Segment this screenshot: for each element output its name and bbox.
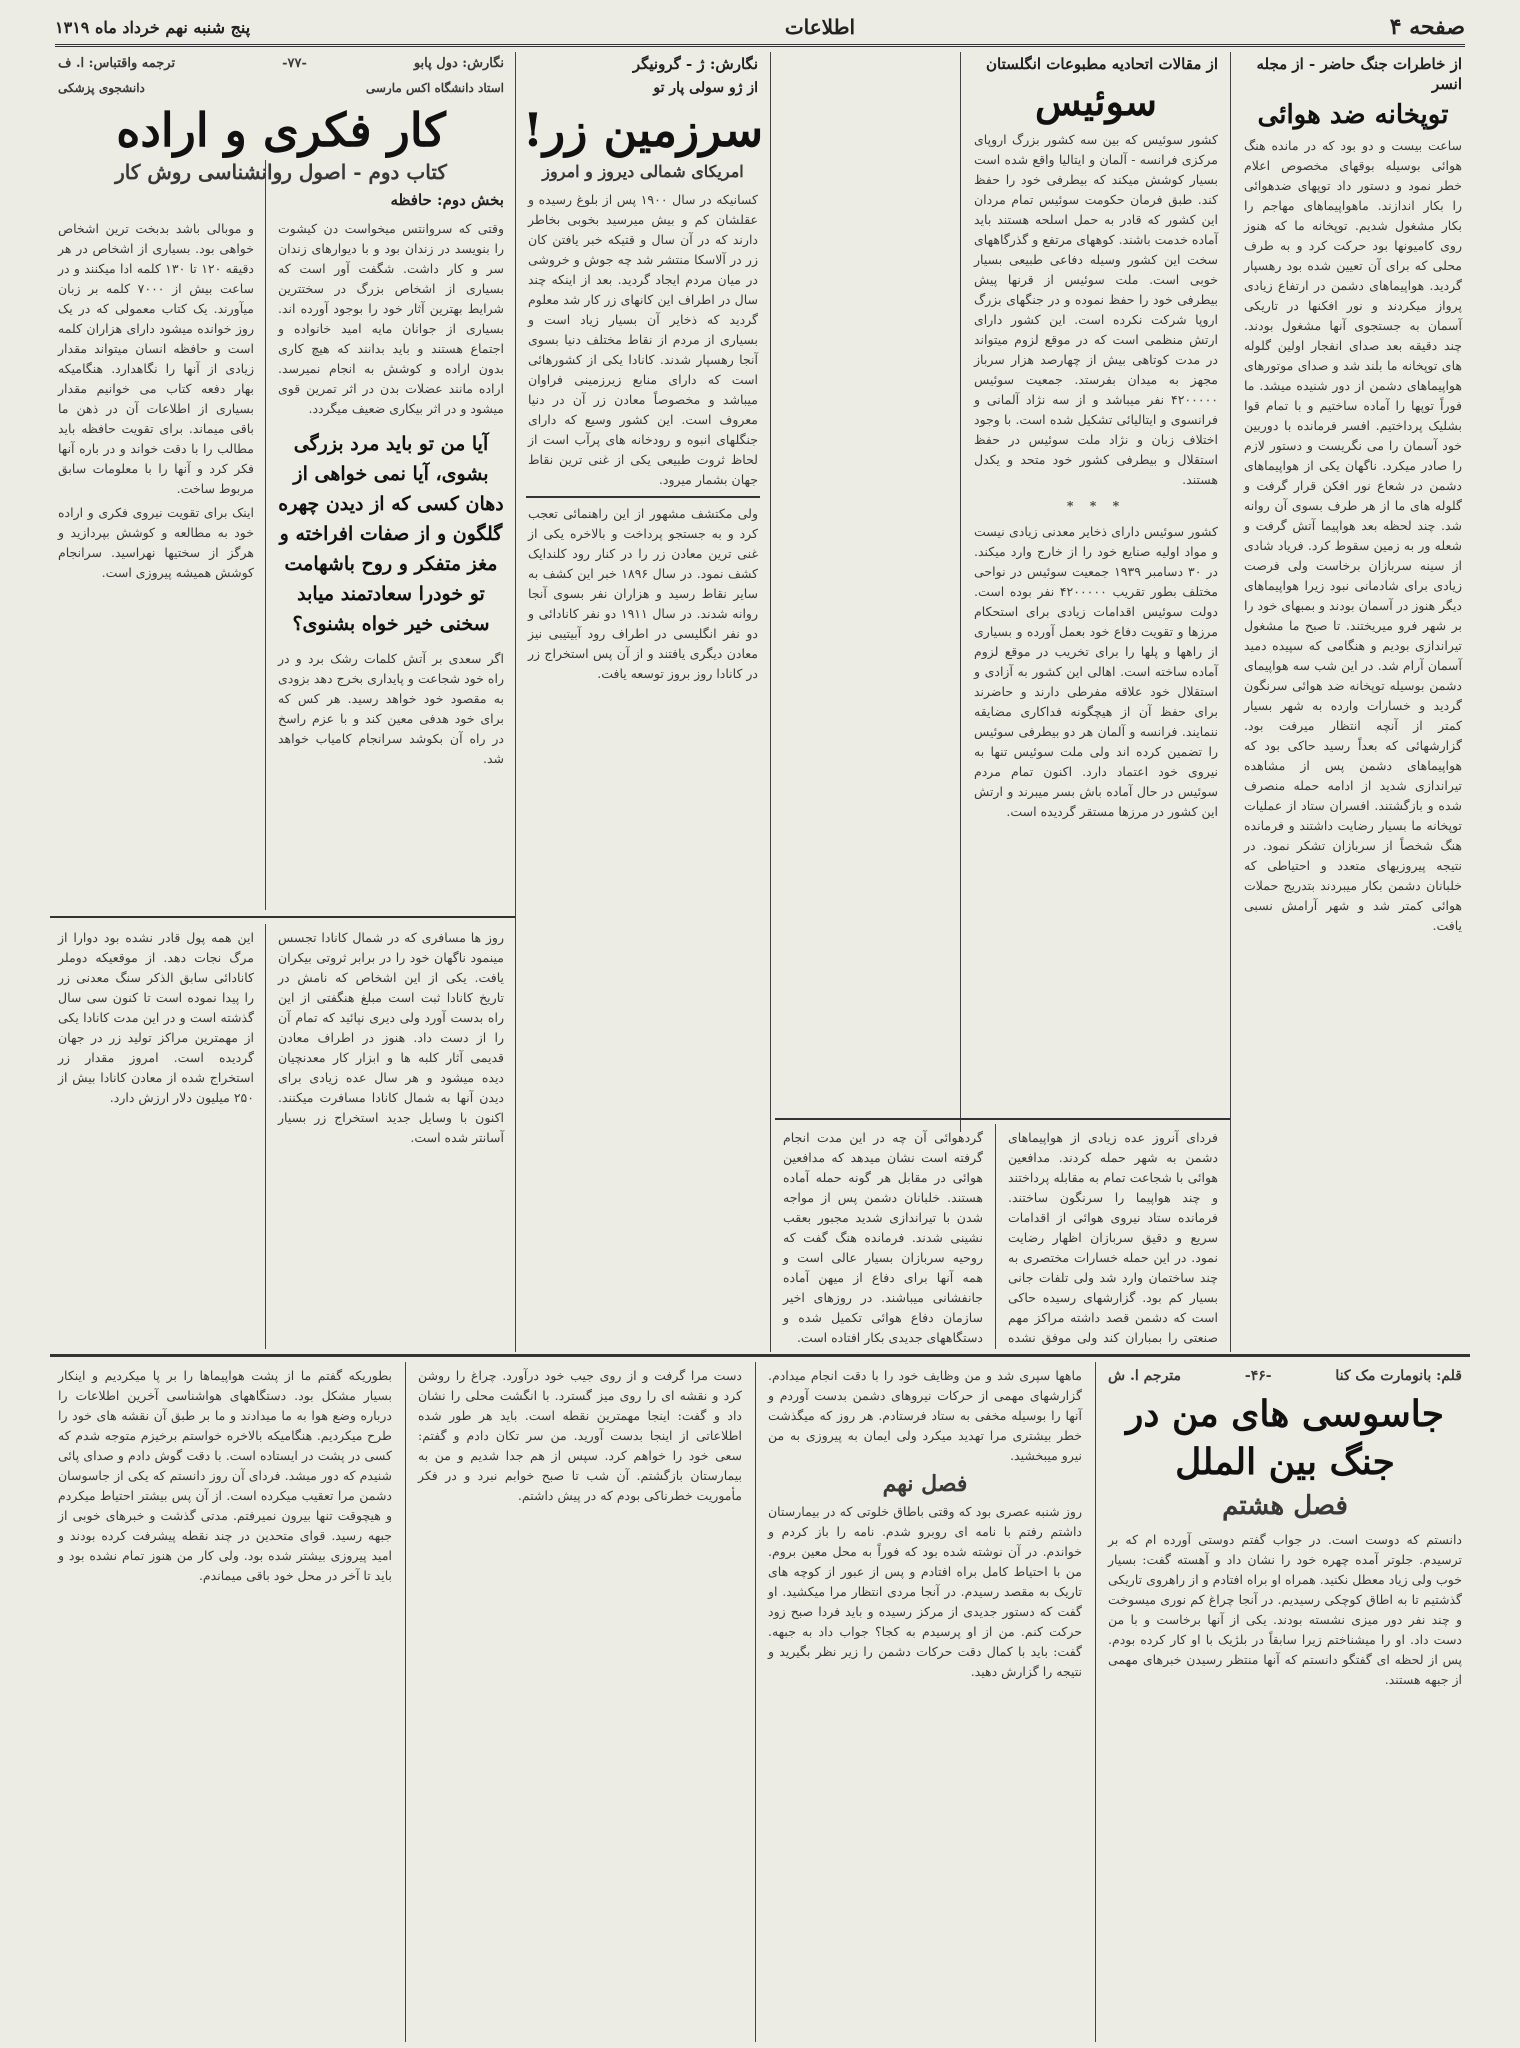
article-body: کسانیکه در سال ۱۹۰۰ پس از بلوغ رسیده و عقلشان کم و بیش میرسید بخوبی بخاطر دارند که در آن سال و قتیکه خبر یافتن کان زر در آلاسکا منتشر شد چه جوش و خروشی در میان مردم ایجاد گردید. بعد از اینکه چند سال در اطراف این کانهای زر کار شد معلوم گردید که ذخایر آن بسیار زیاد است و بسیاری از مردم از نقاط مختلف دنیا بسوی آنجا رهسپار شدند. کانادا یکی از کشورهائی است که دارای منابع زیرزمینی فراوان میباشد و مخصوصاً معادن زر آن در دنیا معروف است. این کشور وسیع که دارای جنگلهای انبوه و رودخانه های پرآب است از لحاظ ثروت طبیعی یکی از غنی ترین نقاط جهان بشمار میرود. bbox=[528, 192, 758, 487]
section-rule bbox=[50, 1354, 1470, 1357]
column-rule bbox=[1230, 52, 1231, 1352]
article-continuation-middle bbox=[270, 924, 512, 1349]
series-number: -۷۷- bbox=[282, 56, 307, 71]
section-divider: * * * bbox=[1066, 498, 1126, 513]
article-title: توپخانه ضد هوائی bbox=[1257, 100, 1449, 130]
article-title: کار فکری و اراده bbox=[116, 103, 446, 157]
serial-translator: مترجم ا. ش bbox=[1108, 1368, 1182, 1384]
column-rule bbox=[265, 160, 266, 910]
article-kicker: از مقالات اتحادیه مطبوعات انگلستان bbox=[985, 55, 1218, 73]
article-body: روز ها مسافری که در شمال کانادا تجسس مینمود ناگهان خود را در برابر ثروتی بیکران یافت. یکی از این اشخاص که نامش در تاریخ کانادا ثبت است مبلغ هنگفتی از این راه بدست آورد ولی دیری نپائید که تمام آن را از دست داد. هنوز در اطراف معادن قدیمی آثار کلبه ها و ابزار کار معدنچیان دیده میشود و هر سال عده زیادی برای دیدن آنها به شمال کانادا مسافرت میکنند. اکنون با وسایل جدید استخراج زر بسیار آسانتر شده است. bbox=[278, 930, 504, 1145]
article-land-of-gold bbox=[520, 50, 766, 1350]
section-rule bbox=[775, 1118, 1230, 1120]
article-body: گردهوائی آن چه در این مدت انجام گرفته است نشان میدهد که مدافعین هوائی در مقابل هر گونه حمله آماده هستند. خلبانان دشمن پس از مواجه شدن با تیراندازی شدید مجبور بعقب نشینی شدند. فرمانده هنگ گفت که روحیه سربازان بسیار عالی است و همه آنها برای دفاع از میهن آماده جانفشانی میباشند. در روزهای اخیر سازمان دفاع هوائی تکمیل شده و دستگاههای جدیدی بکار افتاده است. bbox=[783, 1130, 983, 1345]
column-rule bbox=[995, 1124, 996, 1349]
pull-quote: آیا من تو باید مرد بزرگی بشوی، آیا نمی خواهی از دهان کسی که از دیدن چهره گلگون و از صفات افراخته و مغز متفکر و روح باشهامت تو خودرا سعادتمند میابد سخنی خیر خواه بشنوی؟ bbox=[278, 433, 504, 635]
article-will-header bbox=[50, 50, 512, 210]
article-body: ولی مکتشف مشهور از این راهنمائی تعجب کرد و به جستجو پرداخت و بالاخره یکی از غنی ترین معادن زر را در کنار رود کلندایک کشف نمود. در سال ۱۸۹۶ خبر این کشف به سایر نقاط رسید و هزاران نفر بسوی آنجا روانه شدند. در سال ۱۹۱۱ دو نفر کانادائی و دو نفر انگلیسی در اطراف رود آبیتیبی نیز معادن دیگری یافتند و از آن پس استخراج زر در کانادا روز بروز توسعه یافت. bbox=[528, 506, 759, 681]
article-anti-aircraft bbox=[1236, 50, 1470, 1350]
article-body: ساعت بیست و دو بود که در مانده هنگ هوائی بوسیله بوقهای مخصوص اعلام خطر نمود و دستور داد توپهای ضدهوائی را بکار اندازند. ماهواپیماهای مهاجم را بکار مشغول شدیم. توپخانه ما که هنوز روی کامیونها بود حرکت کرد و به طرف محلی که برای آن تعیین شده بود رهسپار گردید. هواپیماهای دشمن در ارتفاع زیادی پرواز میکردند و نور افکنها در تاریکی آسمان به جستجوی آنها مشغول بودند. چند دقیقه بعد صدای انفجار اولین گلوله های توپخانه ما بلند شد و صدای موتورهای هواپیماهای دشمن از دور شنیده میشد. ما فوراً توپها را آماده ساختیم و با تمام قوا بشلیک پرداختیم. افسر فرمانده با دوربین خود آسمان را می نگریست و دستور لازم را صادر میکرد. ناگهان یکی از هواپیماهای دشمن در شعاع نور افکن قرار گرفت و گلوله های ما از هر طرف بسوی آن روانه شد. چند لحظه بعد هواپیما آتش گرفت و شعله ور به زمین سقوط کرد. فریاد شادی از سینه سربازان برخاست ولی فرصت زیادی برای شادمانی نبود زیرا هواپیماهای دیگر هنوز در آسمان بودند و بمبهای خود را بر شهر فرو میریختند. تا صبح ما مشغول تیراندازی بودیم و هنگامی که سپیده دمید آسمان آرام شد. در این شب سه هواپیمای دشمن بوسیله توپخانه ضد هوائی سرنگون گردید و خسارات وارده به شهر بسیار کمتر از آنچه انتظار میرفت بود. گزارشهائی که بعداً رسید حاکی بود که هواپیماهای دشمن پس از مشاهده تیراندازی شدید از ادامه حمله منصرف شده و بازگشتند. افسران ستاد از عملیات توپخانه ما بسیار رضایت داشتند و فرمانده هنگ شخصاً از سربازان تشکر نمود. در نتیجه پیروزیهای متعدد و احتیاطی که خلبانان دشمن بکار میبردند بتدریج حملات هوائی کمتر شد و شهر آرامش نسبی یافت. bbox=[1244, 138, 1462, 933]
author: نگارش: دول پابو bbox=[413, 56, 504, 71]
article-byline bbox=[58, 54, 504, 74]
article-subkicker: از ژو سولی پار تو bbox=[653, 80, 758, 96]
serial-body: ماهها سپری شد و من وظایف خود را با دقت انجام میدادم. گزارشهای مهمی از حرکات نیروهای دشمن بدست آوردم و آنها را بوسیله مخفی به ستاد فرستادم. هر روز که میگذشت خطر بیشتری مرا تهدید میکرد ولی ایمان به پیروزی به من نیرو میبخشید. bbox=[768, 1368, 1082, 1463]
article-byline-2 bbox=[58, 78, 504, 98]
serial-col-3 bbox=[410, 1362, 750, 2042]
article-air-defense-a bbox=[1000, 1124, 1226, 1349]
column-rule bbox=[515, 52, 516, 1352]
article-will-col-a bbox=[270, 215, 512, 910]
author-title: استاد دانشگاه اکس مارسی bbox=[365, 81, 504, 95]
section-heading: بخش دوم: حافظه bbox=[390, 191, 504, 209]
serial-col-2 bbox=[760, 1362, 1090, 2042]
article-air-defense-b bbox=[775, 1124, 991, 1349]
article-subtitle: امریکای شمالی دیروز و امروز bbox=[542, 162, 744, 181]
article-switzerland bbox=[966, 50, 1226, 1125]
column-rule bbox=[755, 1362, 756, 2042]
article-body: کشور سوئیس که بین سه کشور بزرگ اروپای مرکزی فرانسه - آلمان و ایتالیا واقع شده است بسیار کوشش میکند که بیطرفی خود را حفظ کند. طبق فرمان حکومت سوئیس تمام مردان این کشور که قادر به حمل اسلحه هستند باید آماده خدمت باشند. کوههای مرتفع و گذرگاههای سخت این کشور وسیله دفاعی طبیعی بسیار خوبی است. ملت سوئیس از قرنها پیش بیطرفی خود را حفظ نموده و در جنگهای بزرگ اروپا شرکت نکرده است. این کشور دارای ارتش منظمی است که در موقع لزوم میتواند در مدت کوتاهی بیش از چهارصد هزار سرباز مجهز به میدان بفرستد. جمعیت سوئیس ۴۲۰۰۰۰۰ نفر میباشد و از سه نژاد آلمانی و فرانسوی و ایتالیائی تشکیل شده است. با وجود اختلاف زبان و نژاد ملت سوئیس در حفظ استقلال و بیطرفی کشور خود متحد و یکدل هستند. bbox=[974, 132, 1218, 487]
serial-col-4 bbox=[50, 1362, 400, 2042]
chapter-heading: فصل هشتم bbox=[1222, 1491, 1348, 1521]
article-subtitle: کتاب دوم - اصول روانشناسی روش کار bbox=[115, 160, 447, 184]
translator: ترجمه واقتباس: ا. ف bbox=[58, 56, 176, 71]
article-body: اینک برای تقویت نیروی فکری و اراده خود به مطالعه و کوشش بپردازید و هرگز از سختیها نهراسید. سرانجام کوشش همیشه پیروزی است. bbox=[58, 505, 254, 580]
divider bbox=[526, 496, 760, 498]
issue-date: پنج شنبه نهم خرداد ماه ۱۳۱۹ bbox=[55, 17, 251, 37]
article-body: اگر سعدی بر آتش کلمات رشک برد و در راه خود شجاعت و پایداری بخرج دهد بزودی به مقصود خود خواهد رسید. هر کس که برای خود هدفی معین کند و با عزم راسخ در راه آن بکوشد سرانجام کامیاب خواهد شد. bbox=[278, 651, 504, 766]
masthead: اطلاعات bbox=[784, 15, 856, 39]
column-rule bbox=[1095, 1362, 1096, 2042]
article-continuation-left bbox=[50, 924, 262, 1349]
article-title: سرزمین زر! bbox=[522, 103, 764, 157]
translator-title: دانشجوی پزشکی bbox=[58, 81, 145, 95]
article-body: این همه پول قادر نشده بود دوارا از مرگ نجات دهد. از موقعیکه دوملر کانادائی سابق الذکر سنگ معدنی زر را پیدا نموده است تا کنون سی سال گذشته است و در این مدت کانادا یکی از مهمترین مراکز تولید زر در جهان گردیده است. امروز مقدار زر استخراج شده از معادن کانادا بیش از ۲۵۰ میلیون دلار ارزش دارد. bbox=[58, 930, 254, 1105]
page-header bbox=[55, 10, 1465, 47]
column-rule bbox=[265, 924, 266, 1349]
serial-body: دانستم که دوست است. در جواب گفتم دوستی آورده ام که بر ترسیدم. جلوتر آمده چهره خود را نشان داد و آهسته گفت: بسیار خوب ولی زیاد معطل نکنید. همراه او براه افتادم و از راهروی تاریکی گذشتیم تا به اطاق کوچکی رسیدیم. در آنجا چراغ کم نوری میسوخت و چند نفر دور میزی نشسته بودند. یکی از آنها برخاست و با من دست داد. او را میشناختم زیرا سابقاً در بلژیک با او کار کرده بودم. پس از لحظه ای گفتگو دانستم که آنها منتظر رسیدن خبرهای مهمی از جبهه هستند. bbox=[1108, 1532, 1462, 1687]
column-rule bbox=[405, 1362, 406, 2042]
page-number: صفحه ۴ bbox=[1389, 14, 1465, 40]
article-body: وقتی که سروانتس میخواست دن کیشوت را بنویسد در زندان بود و با دیوارهای زندان سر و کار داشت. شگفت آور است که بسیاری از اشخاص بزرگ در سختترین شرایط بهترین آثار خود را بوجود آورده اند. بسیاری از جوانان مایه امید خانواده و اجتماع هستند و باید بدانند که هیچ کاری بدون اراده و کوشش به انجام نمیرسد. اراده مانند عضلات بدن در اثر تمرین قوی میشود و در اثر بیکاری ضعیف میگردد. bbox=[278, 221, 504, 416]
article-body: کشور سوئیس دارای ذخایر معدنی زیادی نیست و مواد اولیه صنایع خود را از خارج وارد میکند. در ۳۰ دسامبر ۱۹۳۹ جمعیت سوئیس در نواحی مختلف بطور تقریب ۴۲۰۰۰۰۰ نفر بوده است. دولت سوئیس اقدامات زیادی برای استحکام مرزها و تقویت دفاع خود بعمل آورده و بسیاری از راهها و پلها را برای تخریب در موقع لزوم آماده ساخته است. اهالی این کشور به آزادی و استقلال خود علاقه مفرطی دارند و حاضرند برای حفظ آن از هیچگونه فداکاری مضایقه ننمایند. فرانسه و آلمان هر دو بیطرفی سوئیس را تضمین کرده اند ولی ملت سوئیس تنها به نیروی خود اعتماد دارد. اکنون تمام مردم سوئیس در حال آماده باش بسر میبرند و ارتش این کشور در مرزها مستقر گردیده است. bbox=[974, 524, 1218, 819]
article-kicker: نگارش: ژ - گرونیگر bbox=[632, 55, 758, 73]
serial-author: قلم: بانومارت مک کنا bbox=[1335, 1368, 1462, 1384]
serial-title: جاسوسی های من در جنگ بین الملل bbox=[1126, 1393, 1444, 1483]
serial-number: -۴۶- bbox=[1244, 1368, 1272, 1384]
article-will-col-b bbox=[50, 215, 262, 910]
article-body: و موبالی باشد بدبخت ترین اشخاص خواهی بود. بسیاری از اشخاص در هر دقیقه ۱۲۰ تا ۱۳۰ کلمه ادا میکنند و در ساعت بیش از ۷۰۰۰ کلمه بر زبان میآورند. یک کتاب معمولی که در یک روز خوانده میشود دارای هزاران کلمه است و حافظه انسان میتواند مقدار زیادی از آنها را نگاهدارد. هنگامیکه بهار دفعه کتاب می خوانیم مقدار بسیاری از اطلاعات آن در ذهن ما باقی میماند. برای تقویت حافظه باید مطالب را با دقت خواند و در باره آنها فکر کرد و آنها را با معلومات سابق مربوط ساخت. bbox=[58, 221, 254, 496]
article-body: فردای آنروز عده زیادی از هواپیماهای دشمن به شهر حمله کردند. مدافعین هوائی با شجاعت تمام به مقابله پرداختند و چند هواپیما را سرنگون ساختند. فرمانده ستاد نیروی هوائی از اقدامات سریع و دقیق سربازان اظهار رضایت نمود. در این حمله خسارات مختصری به چند ساختمان وارد شد ولی تلفات جانی بسیار کم بود. گزارشهای رسیده حاکی است که دشمن قصد داشته مراکز مهم صنعتی را بمباران کند ولی موفق نشده bbox=[1008, 1130, 1218, 1345]
column-rule bbox=[770, 52, 771, 1352]
serial-body: بطوریکه گفتم ما از پشت هواپیماها را بر پا میکردیم و اینکار بسیار مشکل بود. دستگاههای هواشناسی آخرین اطلاعات را درباره وضع هوا به ما میدادند و ما بر طبق آن نقشه های خود را طرح میکردیم. هنگامیکه بالاخره خواستم برخیزم متوجه شدم که کسی در پشت در ایستاده است. با دقت گوش دادم و صدای پائی شنیدم که دور میشد. فردای آن روز دانستم که یکی از جاسوسان دشمن مرا تعقیب میکرده است. از آن پس بیشتر احتیاط میکردم و هیچوقت تنها بیرون نمیرفتم. مدتی گذشت و خبرهای خوبی از جبهه رسید. قوای متحدین در چند نقطه پیشرفت کرده بودند و امید پیروزی بیشتر شده بود. ولی کار من هنوز تمام نشده بود و باید تا آخر در محل خود باقی میماندم. bbox=[58, 1368, 392, 1583]
serial-header bbox=[1100, 1362, 1470, 2042]
serial-byline bbox=[1108, 1366, 1462, 1386]
chapter-heading: فصل نهم bbox=[882, 1471, 968, 1497]
serial-body: روز شنبه عصری بود که وقتی باطاق خلوتی که در بیمارستان داشتم رفتم با نامه ای روبرو شدم. نامه را باز کردم و خواندم. در آن نوشته شده بود که فوراً به محل معین بروم. من با احتیاط کامل براه افتادم و پس از عبور از کوچه های تاریک به مقصد رسیدم. در آنجا مردی انتظار مرا میکشید. او گفت که دستور جدیدی از مرکز رسیده و باید فردا صبح زود حرکت کنم. من از او پرسیدم به کجا؟ جواب داد به جبهه. گفت: باید با کمال دقت حرکات دشمن را زیر نظر بگیرید و نتیجه را گزارش دهید. bbox=[768, 1504, 1082, 1679]
section-rule bbox=[50, 916, 515, 918]
column-rule bbox=[960, 52, 961, 1132]
article-kicker: از خاطرات جنگ حاضر - از مجله انسر bbox=[1256, 55, 1462, 93]
article-title: سوئیس bbox=[1035, 79, 1157, 124]
serial-body: دست مرا گرفت و از روی جیب خود درآورد. چراغ را روشن کرد و نقشه ای را روی میز گسترد. با انگشت محلی را نشان داد و گفت: اینجا مهمترین نقطه است. باید هر طور شده اطلاعاتی از اینجا بدست آورید. من سر تکان دادم و گفتم: سعی خود را خواهم کرد. سپس از هم جدا شدیم و من به بیمارستان بازگشتم. آن شب تا صبح خوابم نبرد و در فکر مأموریت خطرناکی بودم که در پیش داشتم. bbox=[418, 1368, 742, 1503]
